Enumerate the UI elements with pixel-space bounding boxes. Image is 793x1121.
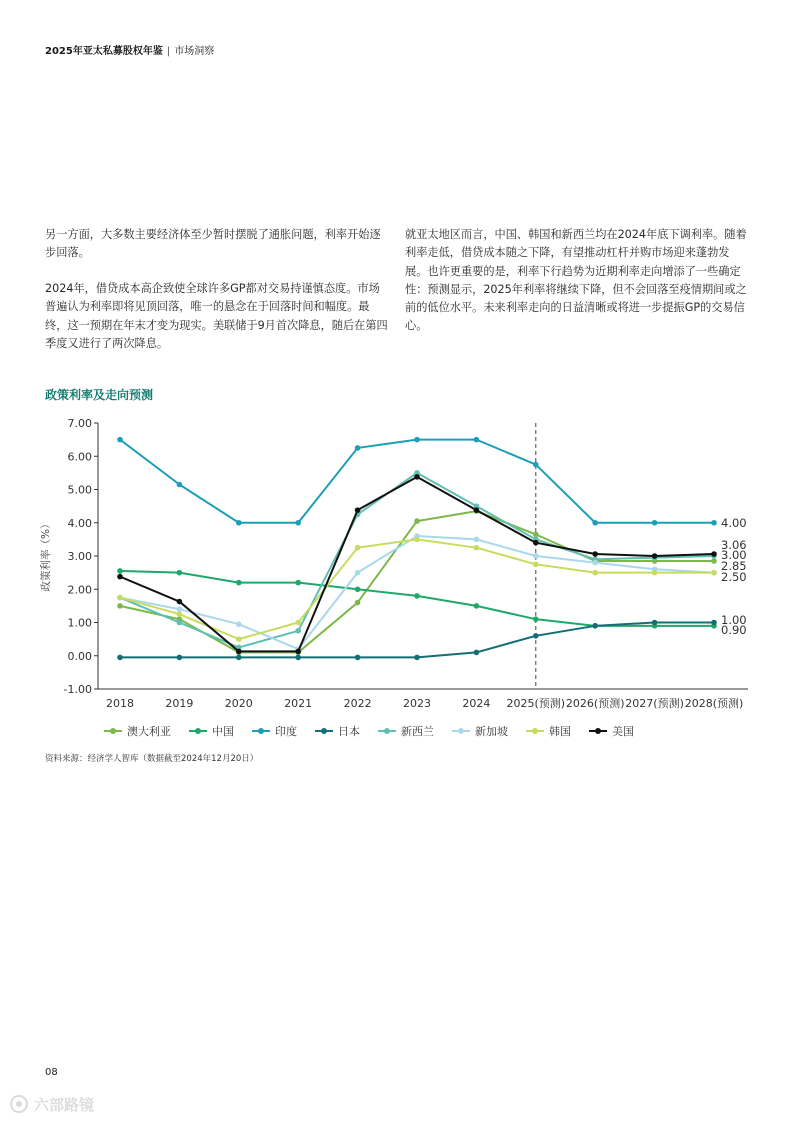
data-point [236,580,242,586]
data-point [474,507,480,513]
data-point [236,520,242,526]
end-value-label: 0.90 [721,623,747,637]
y-tick-label: 5.00 [67,483,92,497]
x-tick-label: 2022 [343,697,372,710]
y-tick-label: 7.00 [67,417,92,430]
legend-item [589,723,634,739]
data-point [652,520,658,526]
data-point [414,437,420,443]
y-tick-label: 2.00 [67,583,92,597]
series-line [120,440,714,523]
data-point [117,574,123,580]
data-point [414,518,420,524]
watermark-text: 六部路镜 [34,1095,95,1114]
legend-swatch [104,726,122,736]
data-point [474,437,480,443]
data-point [533,633,539,639]
legend-item [526,723,571,739]
y-tick-label: 3.00 [67,550,92,563]
x-tick-label: 2024 [462,697,491,710]
legend-item [452,723,508,739]
legend-dot-icon [458,728,464,734]
legend-label: 日本 [338,725,360,738]
legend-label: 美国 [612,725,634,738]
data-point [533,462,539,468]
y-tick-label: -1.00 [63,683,92,696]
legend-swatch [378,726,396,736]
data-point [355,600,361,606]
legend-item [104,723,171,739]
data-point [236,649,242,655]
data-point [117,568,123,574]
x-tick-label: 2018 [106,697,134,710]
data-point [592,551,598,557]
data-point [355,586,361,592]
data-point [236,621,242,627]
legend-dot-icon [321,728,327,734]
data-point [533,553,539,559]
legend-item [252,723,297,739]
series-line [120,511,714,652]
y-tick-label: 0.00 [67,649,92,663]
right-paragraph-1: 就亚太地区而言，中国、韩国和新西兰均在2024年底下调利率。随着利率走低，借贷成本随之下降，有望推动杠杆并购市场迎来蓬勃发展。也许更重要的是，利率下行趋势为近期利率走向增添了一些确定性：预测显示，2025年利率将继续下降，但不会回落至疫情期间或之前的低位水平。未来利率走向的日益清晰或将进一步提振GP的交易信心。 [405,228,747,333]
data-point [117,595,123,601]
data-point [711,558,717,564]
data-point [177,655,183,661]
data-point [117,603,123,609]
legend-label: 新西兰 [401,725,434,738]
legend-swatch [452,726,470,736]
x-tick-label: 2026(预测) [565,697,625,710]
data-point [117,437,123,443]
data-point [414,474,420,480]
legend-item [315,723,360,739]
legend-item [378,723,434,739]
y-tick-label: 6.00 [67,450,92,464]
legend-dot-icon [258,728,264,734]
data-point [652,570,658,576]
data-point [533,540,539,546]
x-tick-label: 2019 [165,697,194,710]
legend-swatch [589,726,607,736]
data-point [711,520,717,526]
data-point [652,620,658,626]
data-point [711,570,717,576]
data-point [177,606,183,612]
data-point [414,655,420,661]
data-point [295,620,301,626]
data-point [592,623,598,629]
data-point [355,570,361,576]
data-point [533,532,539,538]
data-point [355,445,361,451]
x-tick-label: 2023 [403,697,431,710]
data-point [295,628,301,634]
legend-swatch [526,726,544,736]
data-point [177,611,183,617]
series-line [120,536,714,649]
chart-title: 政策利率及走向预测 [45,388,154,402]
page-header [45,42,214,57]
data-point [295,520,301,526]
legend-label: 中国 [212,725,234,738]
data-point [355,655,361,661]
legend-swatch [315,726,333,736]
end-value-label: 2.50 [721,570,747,584]
section-name: 市场洞察 [174,46,215,57]
data-point [711,551,717,557]
legend-swatch [252,726,270,736]
x-tick-label: 2021 [284,697,313,710]
data-point [592,560,598,566]
data-point [474,537,480,543]
legend-label: 澳大利亚 [127,725,171,738]
report-title: 2025年亚太私募股权年鉴 [45,46,163,57]
left-paragraph-1: 另一方面，大多数主要经济体至少暂时摆脱了通胀问题，利率开始逐步回落。 [45,228,381,260]
data-point [533,616,539,622]
legend-swatch [189,726,207,736]
x-tick-label: 2020 [224,697,253,710]
chart-legend [104,723,652,739]
data-point [177,599,183,605]
watermark [8,1093,94,1115]
legend-dot-icon [195,728,201,734]
end-value-label: 4.00 [721,516,747,530]
y-tick-label: 4.00 [67,516,92,530]
legend-label: 韩国 [549,725,571,738]
data-point [295,649,301,655]
legend-label: 印度 [275,725,297,738]
data-point [117,655,123,661]
y-axis-label: 政策利率（%） [40,518,52,592]
source-note: 资料来源：经济学人智库（数据截至2024年12月20日） [45,754,259,764]
data-point [414,537,420,543]
end-value-label: 3.06 [721,538,747,552]
data-point [533,562,539,568]
y-tick-label: 1.00 [67,616,92,630]
data-point [236,636,242,642]
data-point [236,655,242,661]
data-point [355,507,361,513]
legend-dot-icon [595,728,601,734]
legend-label: 新加坡 [475,725,508,738]
x-tick-label: 2028(预测) [684,697,744,710]
end-value-label: 3.00 [721,548,747,562]
data-point [592,520,598,526]
x-tick-label: 2027(预测) [625,697,684,710]
data-point [474,545,480,551]
data-point [711,620,717,626]
data-point [474,603,480,609]
page-number: 08 [45,1067,58,1078]
legend-dot-icon [532,728,538,734]
legend-item [189,723,234,739]
x-tick-label: 2025(预测) [506,697,566,710]
legend-dot-icon [384,728,390,734]
data-point [177,570,183,576]
data-point [177,620,183,626]
watermark-logo-icon [8,1093,30,1115]
data-point [295,580,301,586]
data-point [295,655,301,661]
data-point [652,553,658,559]
data-point [592,570,598,576]
end-value-label: 1.00 [721,613,747,627]
header-separator: | [166,46,171,57]
data-point [474,650,480,656]
data-point [177,482,183,488]
policy-rate-chart [0,400,793,720]
legend-dot-icon [110,728,116,734]
data-point [414,593,420,599]
data-point [355,545,361,551]
end-value-label: 2.85 [721,559,747,573]
left-paragraph-2: 2024年，借贷成本高企致使全球许多GP都对交易持谨慎态度。市场普遍认为利率即将见顶回落，唯一的悬念在于回落时间和幅度。最终，这一预期在年末才变为现实。美联储于9月首次降息，随后在第四季度又进行了两次降息。 [45,282,388,350]
